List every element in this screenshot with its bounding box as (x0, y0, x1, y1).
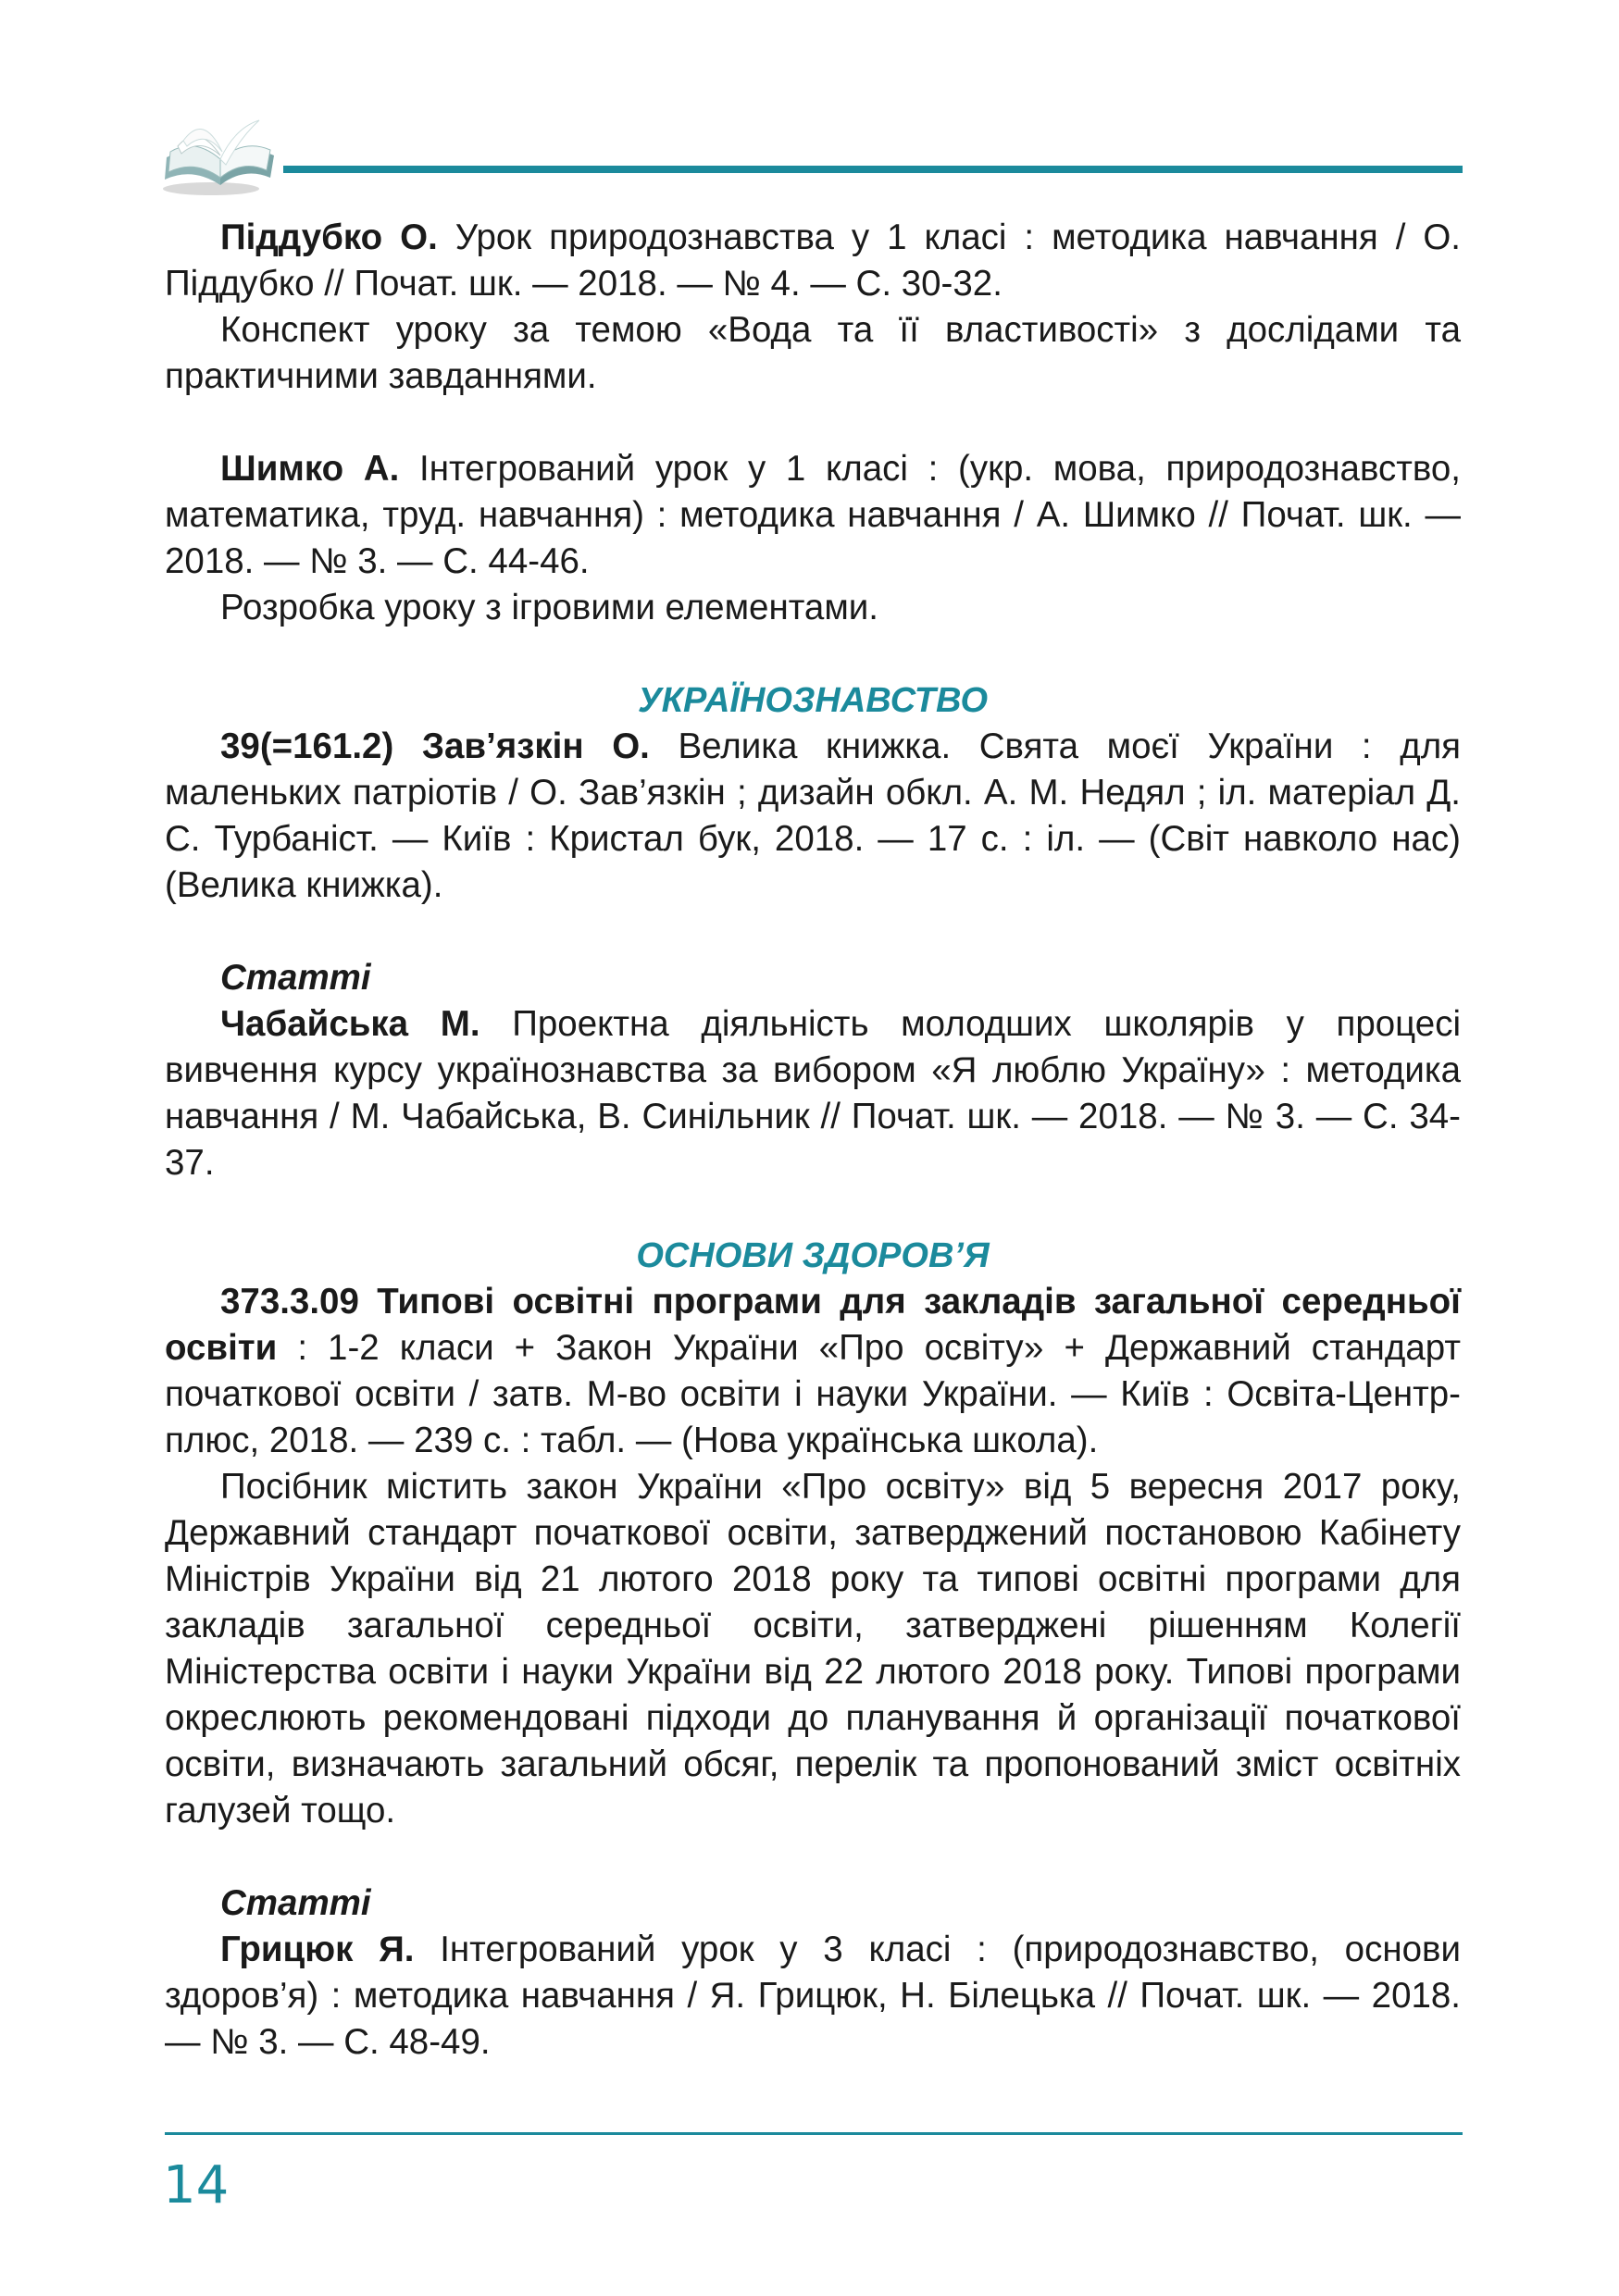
entry-annotation: Конспект уроку за темою «Вода та її властивості» з дослідами та практичними завданнями. (165, 310, 1461, 396)
articles-label: Статті (220, 958, 371, 998)
entry-citation: Велика книжка. Свята моєї України : для маленьких патріотів / О. Зав’язкін ; дизайн обкл. А. М. Недял ; іл. матеріал Д. С. Турбаніст. — Київ : Кристал бук, 2018. — 17 с. : іл. — (Світ навколо нас) (Велика книжка). (165, 726, 1462, 905)
entry-author: Чабайська М. (220, 1004, 480, 1044)
articles-label: Статті (220, 1883, 371, 1923)
entry-author: Піддубко О. (220, 217, 438, 257)
header-rule (283, 166, 1463, 173)
entry-typovi-programy (165, 1279, 1461, 1464)
entry-piddubko (165, 215, 1461, 307)
entry-citation: Проектна діяльність молодших школярів у процесі вивчення курсу українознавства за вибором «Я люблю Україну» : методика навчання / М. Чабайська, В. Синільник // Почат. шк. — 2018. — № 3. — С. 34-37. (165, 1004, 1461, 1183)
entry-author: Шимко А. (220, 449, 400, 489)
footer-rule (165, 2132, 1463, 2135)
section-title-osnovy-zdorovia: ОСНОВИ ЗДОРОВ’Я (636, 1236, 990, 1275)
entry-shymko (165, 446, 1461, 585)
entry-chabaiska (165, 1001, 1461, 1186)
page-content (165, 215, 1461, 2066)
entry-hrytsiuk (165, 1927, 1461, 2066)
entry-lead: 373.3.09 Типові освітні програми для закладів загальної середньої освіти (165, 1282, 1461, 1368)
entry-author: Грицюк Я. (220, 1930, 415, 1969)
entry-zaviazkin (165, 724, 1461, 909)
entry-annotation: Розробка уроку з ігровими елементами. (220, 588, 878, 627)
entry-citation: Урок природознавства у 1 класі : методика навчання / О. Піддубко // Почат. шк. — 2018. — № 4. — С. 30-32. (165, 217, 1461, 304)
entry-citation: : 1-2 класи + Закон України «Про освіту» + Державний стандарт початкової освіти / затв. М-во освіти і науки України. — Київ : Освіта-Центр-плюс, 2018. — 239 с. : табл. — (Нова українська школа). (165, 1328, 1461, 1460)
open-book-icon (156, 100, 285, 202)
entry-lead: 39(=161.2) Зав’язкін О. (220, 726, 650, 766)
entry-citation: Інтегрований урок у 1 класі : (укр. мова, природознавство, математика, труд. навчання) : методика навчання / А. Шимко // Почат. шк. — 2018. — № 3. — С. 44-46. (165, 449, 1462, 581)
entry-annotation: Посібник містить закон України «Про освіту» від 5 вересня 2017 року, Державний стандарт початкової освіти, затверджений постановою Кабінету Міністрів України від 21 лютого 2018 року та типові освітні програми для закладів загальної середньої освіти, затверджені рішенням Колегії Міністерства освіти і науки України від 22 лютого 2018 року. Типові програми окреслюють рекомендовані підходи до планування й організації початкової освіти, визначають загальний обсяг, перелік та пропонований зміст освітніх галузей тощо. (165, 1467, 1461, 1831)
entry-citation: Інтегрований урок у 3 класі : (природознавство, основи здоров’я) : методика навчання / Я. Грицюк, Н. Білецька // Почат. шк. — 2018. — № 3. — С. 48-49. (165, 1930, 1461, 2062)
page-number: 14 (163, 2155, 230, 2215)
section-title-ukrainoznavstvo: УКРАЇНОЗНАВСТВО (637, 681, 989, 720)
